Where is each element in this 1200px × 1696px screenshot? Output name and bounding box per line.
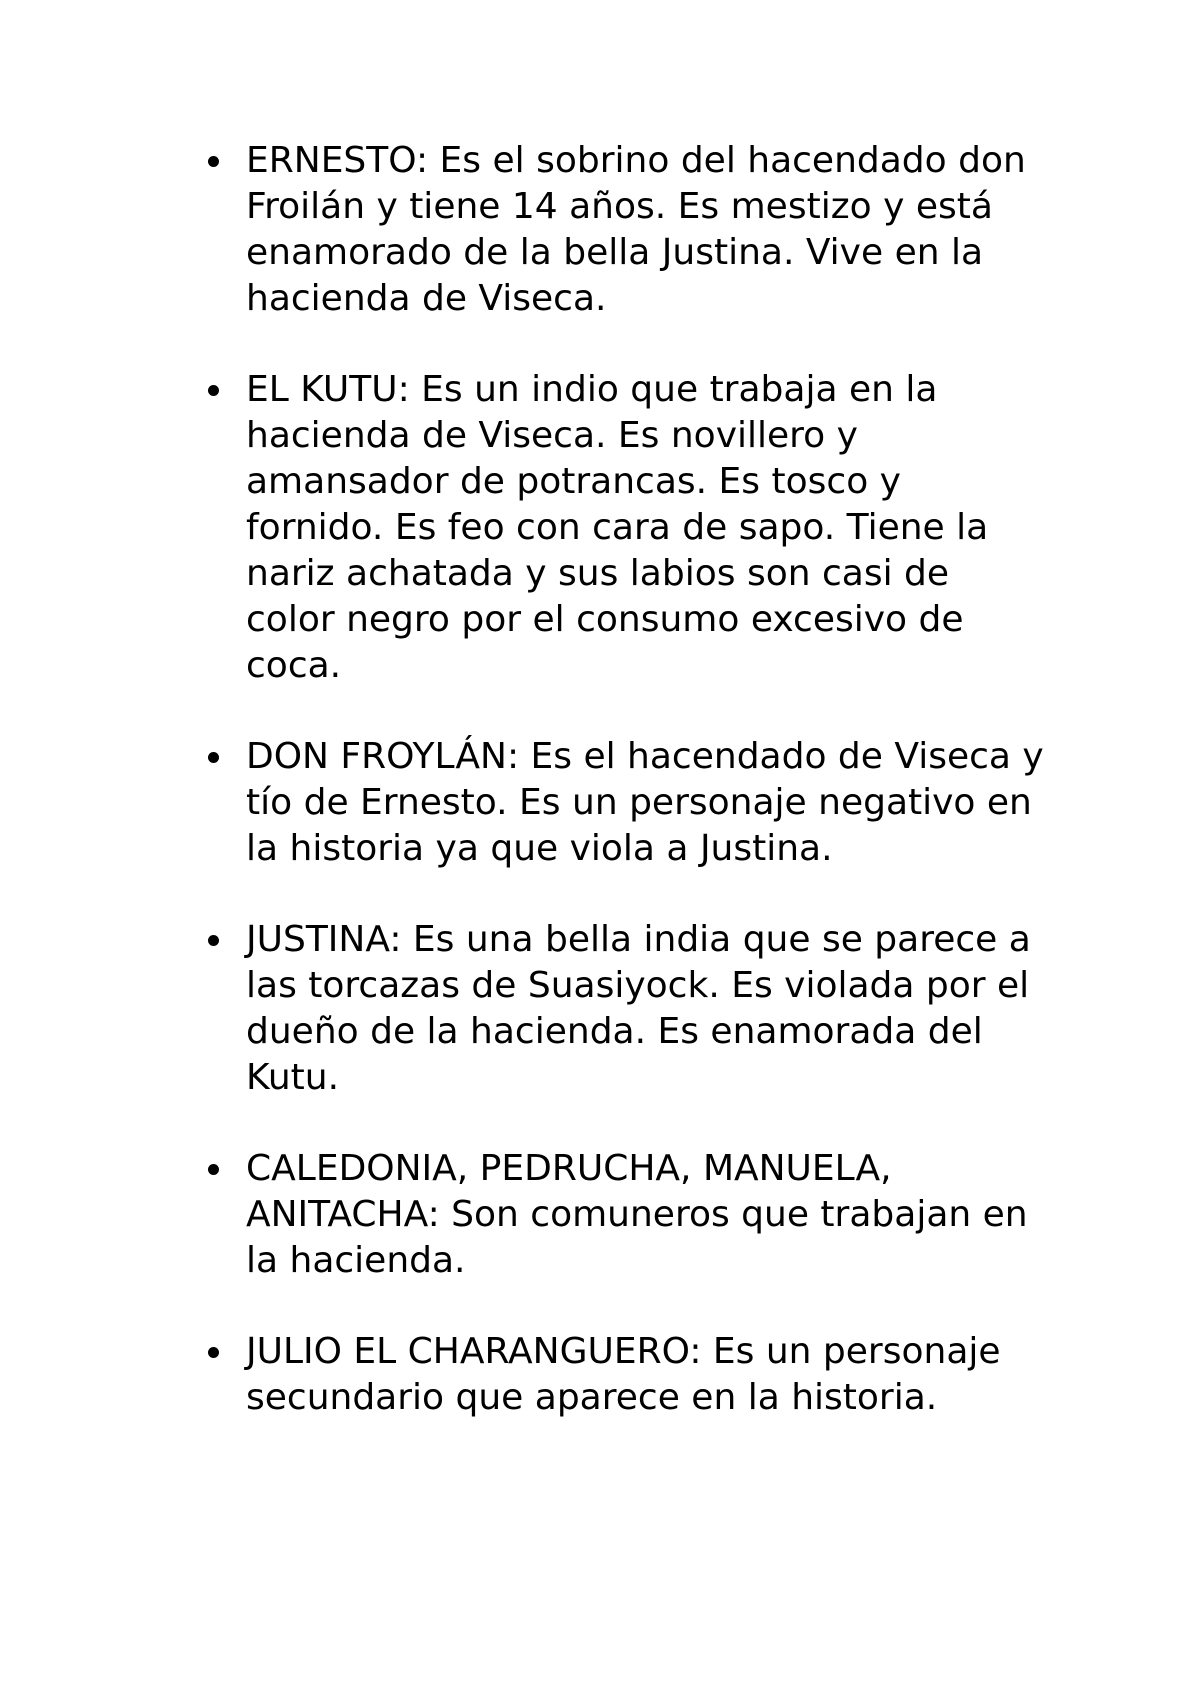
list-item-text: JULIO EL CHARANGUERO: Es un personaje secundario que aparece en la historia. xyxy=(246,1331,1001,1418)
list-item xyxy=(246,367,1046,689)
bullet-icon xyxy=(208,752,219,763)
list-item xyxy=(246,138,1046,322)
list-item xyxy=(246,917,1046,1101)
list-item xyxy=(246,1146,1046,1284)
character-list xyxy=(246,138,1046,1466)
bullet-icon xyxy=(208,385,219,396)
list-item-text: ERNESTO: Es el sobrino del hacendado don Froilán y tiene 14 años. Es mestizo y está enamorado de la bella Justina. Vive en la hacienda de Viseca. xyxy=(246,140,1026,319)
bullet-icon xyxy=(208,1347,219,1358)
list-item xyxy=(246,1329,1046,1421)
bullet-icon xyxy=(208,1164,219,1175)
bullet-icon xyxy=(208,156,219,167)
list-item-text: DON FROYLÁN: Es el hacendado de Viseca y tío de Ernesto. Es un personaje negativo en la historia ya que viola a Justina. xyxy=(246,736,1044,869)
list-item-text: CALEDONIA, PEDRUCHA, MANUELA, ANITACHA: Son comuneros que trabajan en la hacienda. xyxy=(246,1148,1028,1281)
list-item xyxy=(246,734,1046,872)
list-item-text: EL KUTU: Es un indio que trabaja en la hacienda de Viseca. Es novillero y amansador de potrancas. Es tosco y fornido. Es feo con cara de sapo. Tiene la nariz achatada y sus labios son casi de color negro por el consumo excesivo de coca. xyxy=(246,369,989,686)
list-item-text: JUSTINA: Es una bella india que se parece a las torcazas de Suasiyock. Es violada por el dueño de la hacienda. Es enamorada del Kutu. xyxy=(246,919,1031,1098)
bullet-icon xyxy=(208,935,219,946)
